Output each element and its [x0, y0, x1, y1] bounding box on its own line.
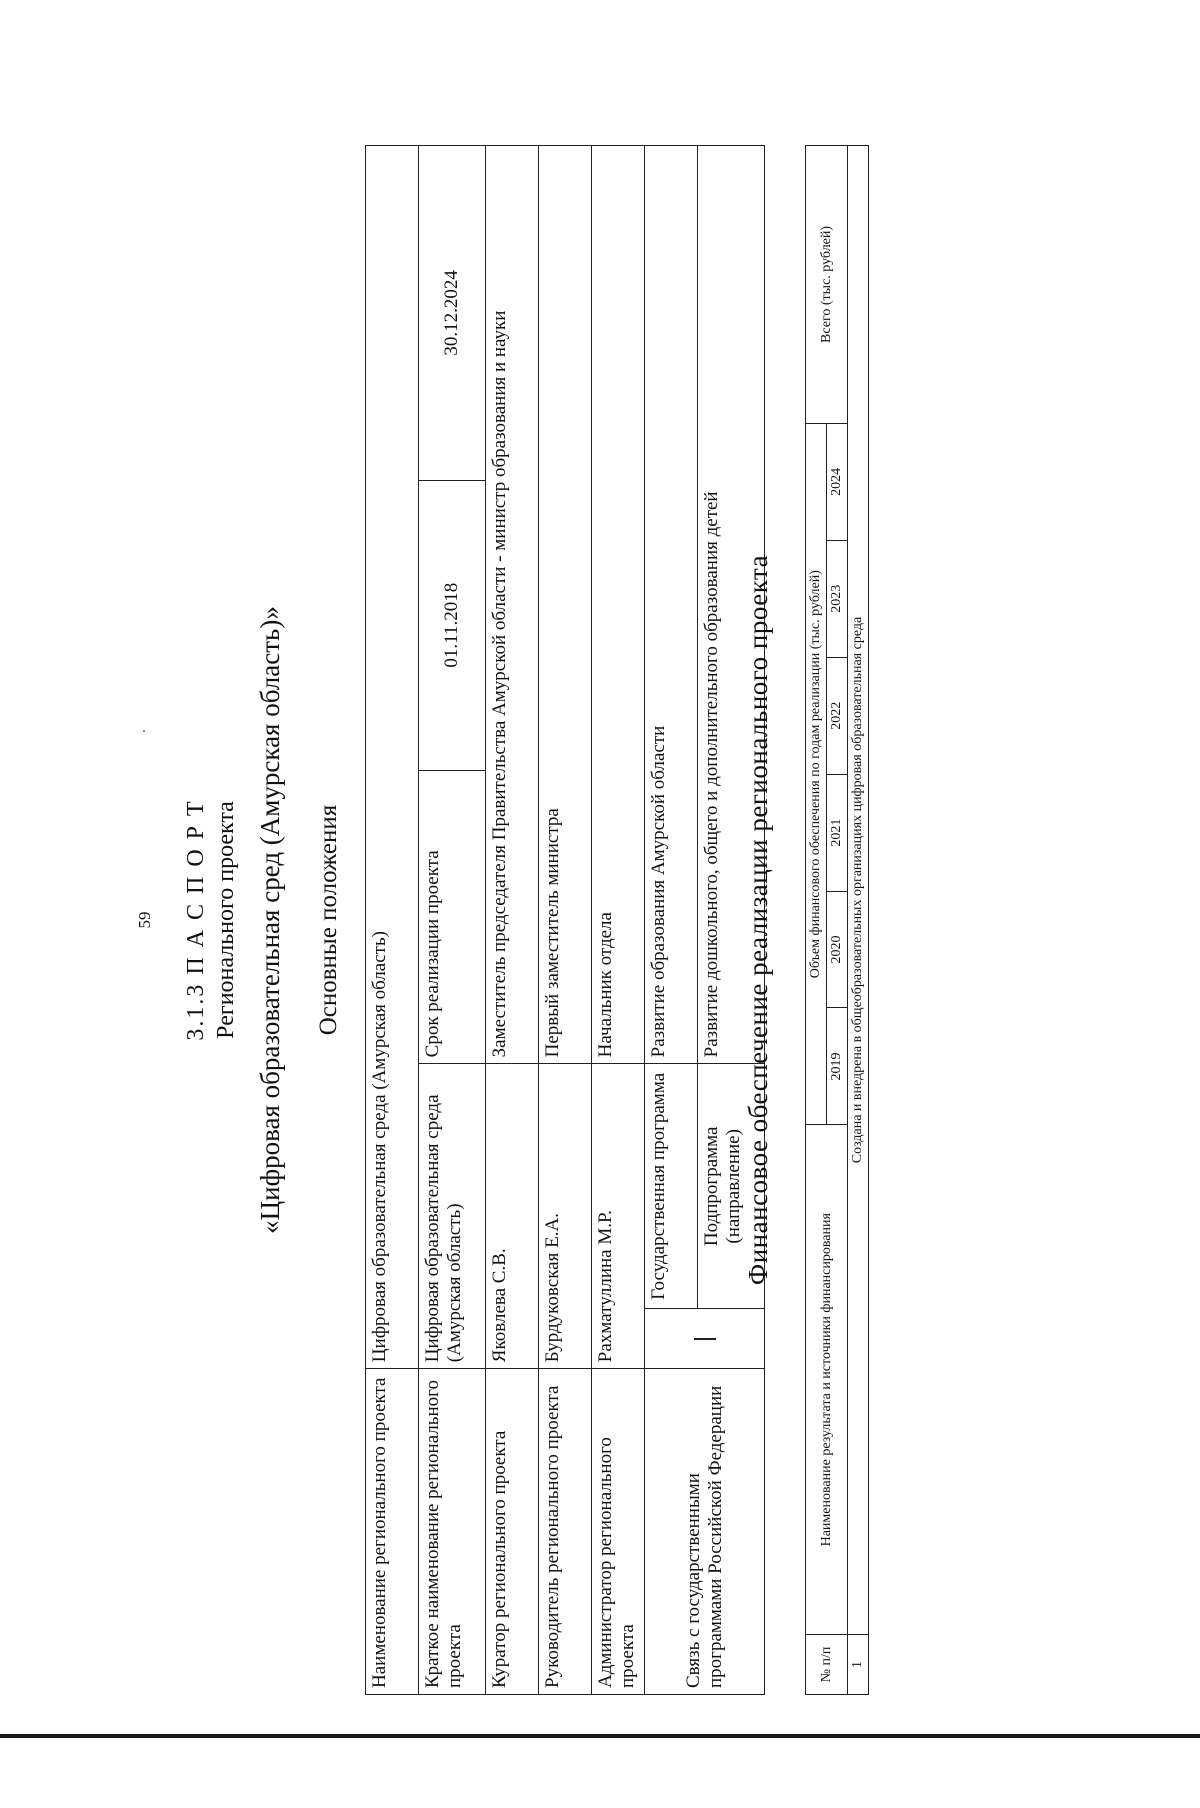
- row-value: Цифровая образовательная среда (Амурская область): [366, 146, 419, 1369]
- person-position: Начальник отдела: [592, 146, 645, 1064]
- passport-heading: 3.1.3 П А С П О Р Т: [183, 799, 209, 1041]
- horizontal-rule: [0, 1734, 1200, 1738]
- end-date: 30.12.2024: [419, 146, 486, 481]
- financing-title: Финансовое обеспечение реализации регионального проекта: [743, 554, 773, 1286]
- state-program-value: Развитие образования Амурской области: [645, 146, 698, 1064]
- project-title: «Цифровая образовательная сред (Амурская область)»: [255, 606, 285, 1234]
- main-provisions-table: [365, 145, 765, 1695]
- col-volume-header: Объем финансового обеспечения по годам реализации (тыс. рублей): [806, 423, 827, 1125]
- passport-subheading: Регионального проекта: [213, 801, 239, 1039]
- row-label: Администратор регионального проекта: [592, 1369, 645, 1695]
- person-name: Рахматуллина М.Р.: [592, 1064, 645, 1369]
- year-header: 2019: [827, 1008, 848, 1125]
- year-header: 2024: [827, 423, 848, 540]
- person-position: Первый заместитель министра: [539, 146, 592, 1064]
- year-header: 2022: [827, 657, 848, 774]
- section-title: Основные положения: [315, 804, 342, 1036]
- state-program-label: Государственная программа: [645, 1064, 698, 1309]
- table-row: [419, 146, 486, 1695]
- start-date: 01.11.2018: [419, 480, 486, 770]
- row-label: Куратор регионального проекта: [486, 1369, 539, 1695]
- financing-table: [805, 145, 869, 1695]
- person-name: Яковлева С.В.: [486, 1064, 539, 1369]
- table-row: [592, 146, 645, 1695]
- table-row: [848, 146, 869, 1695]
- person-position: Заместитель председателя Правительства Амурской области - министр образования и науки: [486, 146, 539, 1064]
- table-header-row: [806, 146, 827, 1695]
- document-page: [125, 130, 1085, 1710]
- row-value: Цифровая образовательная среда (Амурская область): [419, 1064, 486, 1369]
- row-label: Краткое наименование регионального проекта: [419, 1369, 486, 1695]
- person-name: Бурдуковская Е.А.: [539, 1064, 592, 1369]
- row-label: Руководитель регионального проекта: [539, 1369, 592, 1695]
- table-row: [486, 146, 539, 1695]
- subprogram-value: Развитие дошкольного, общего и дополнительного образования детей: [698, 146, 765, 1064]
- table-row: [539, 146, 592, 1695]
- vertical-tick: [694, 1338, 716, 1340]
- page-number: 59: [135, 911, 154, 929]
- col-number-header: № п/п: [806, 1635, 848, 1695]
- subprogram-label: Подпрограмма (направление): [698, 1064, 765, 1309]
- year-header: 2021: [827, 774, 848, 891]
- period-label: Срок реализации проекта: [419, 770, 486, 1064]
- year-header: 2020: [827, 891, 848, 1008]
- row-label: Наименование регионального проекта: [366, 1369, 419, 1695]
- row-number: 1: [848, 1635, 869, 1695]
- col-name-header: Наименование результата и источники финансирования: [806, 1125, 848, 1635]
- row-label: Связь с государственными программами Российской Федерации: [645, 1369, 765, 1695]
- table-row: [645, 146, 698, 1695]
- year-header: 2023: [827, 540, 848, 657]
- result-name: Создана и внедрена в общеобразовательных организациях цифровая образовательная среда: [848, 146, 869, 1635]
- table-row: [366, 146, 419, 1695]
- col-total-header: Всего (тыс. рублей): [806, 146, 848, 424]
